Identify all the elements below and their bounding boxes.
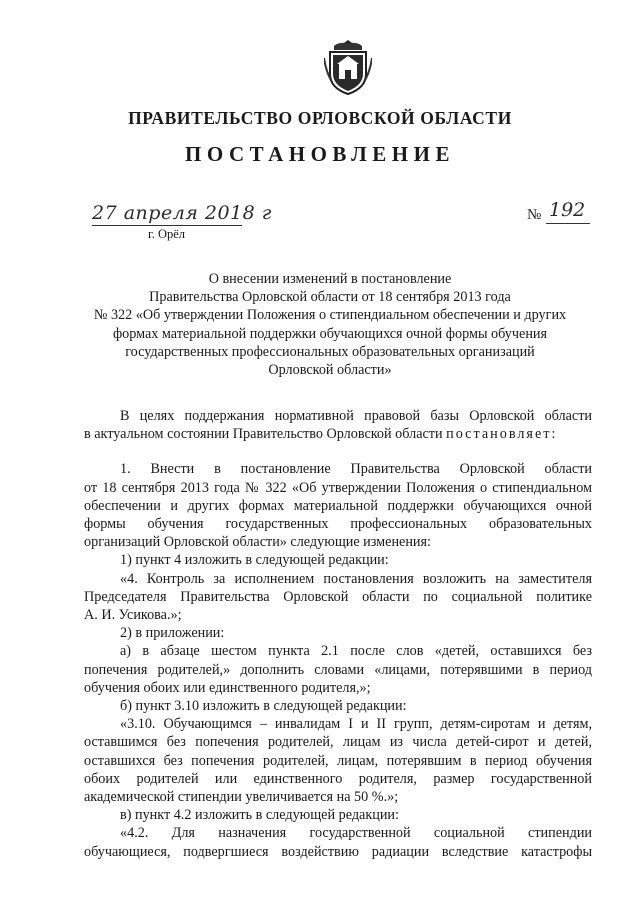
quote-line: А. И. Усикова.»; (84, 607, 182, 624)
spaced-resolves-word: постановляет (446, 426, 552, 443)
subject-line: № 322 «Об утверждении Положения о стипендиальном обеспечении и других (93, 307, 567, 324)
quote-line: «3.10. Обучающимся – инвалидам I и II групп, детям-сиротам и детям, (120, 716, 592, 733)
preamble-colon: : (551, 426, 556, 443)
handwritten-date: 27 апреля 2018 г (92, 202, 272, 224)
handwritten-number: 192 (549, 199, 586, 221)
clause-line: а) в абзаце шестом пункта 2.1 после слов «детей, оставшихся без (120, 643, 592, 660)
organization-title: ПРАВИТЕЛЬСТВО ОРЛОВСКОЙ ОБЛАСТИ (128, 108, 512, 128)
quote-line: обоих родителей или единственного родителя, размер государственной (84, 770, 592, 787)
preamble-text: в актуальном состоянии Правительство Орловской области (84, 426, 447, 443)
subject-line: Орловской области» (268, 362, 392, 379)
coat-of-arms-emblem (324, 38, 372, 96)
document-body (84, 407, 592, 861)
quote-line: оставшимся без попечения родителей, лицам из числа детей-сирот и детей, (84, 734, 592, 751)
quote-line: обучающиеся, подвергшиеся воздействию радиации вследствие катастрофы (84, 843, 592, 860)
date-underline (92, 225, 242, 226)
paragraph-gap (84, 443, 592, 460)
subject-line: формах материальной поддержки обучающихся очной формы обучения (112, 325, 548, 342)
preamble-line (84, 425, 592, 443)
subject-line: государственных профессиональных образовательных организаций (125, 343, 535, 360)
preamble-line: В целях поддержания нормативной правовой базы Орловской области (120, 408, 592, 424)
item1-line: организаций Орловской области» следующие изменения: (84, 534, 431, 551)
city-label: г. Орёл (148, 227, 186, 241)
quote-line: академической стипендии увеличивается на 50 %.»; (84, 789, 399, 806)
quote-line: «4.2. Для назначения государственной социальной стипендии (120, 825, 592, 842)
subject-line: Правительства Орловской области от 18 сентября 2013 года (149, 289, 511, 306)
subitem-line: 1) пункт 4 изложить в следующей редакции: (120, 552, 389, 569)
document-subject (70, 270, 590, 379)
quote-line: Председателя Правительства Орловской области по социальной политике (84, 588, 592, 605)
quote-line: «4. Контроль за исполнением постановления возложить на заместителя (120, 570, 592, 587)
number-underline (546, 223, 590, 224)
item1-line: обеспечении и других формах материальной поддержки обучающихся очной (84, 497, 592, 514)
item1-line: формы обучения государственных профессиональных образовательных (84, 516, 592, 533)
clause-line: в) пункт 4.2 изложить в следующей редакции: (120, 807, 399, 824)
quote-line: оставшихся без попечения родителей, лицам, потерявшим в период обучения (84, 752, 592, 769)
clause-line: б) пункт 3.10 изложить в следующей редакции: (120, 698, 407, 715)
item1-line: от 18 сентября 2013 года № 322 «Об утверждении Положения о стипендиальном (84, 479, 592, 496)
subitem-line: 2) в приложении: (120, 625, 225, 642)
item1-line: 1. Внести в постановление Правительства Орловской области (120, 461, 592, 478)
clause-line: обучения обоих или единственного родителя,»; (84, 679, 371, 696)
clause-line: попечения родителей,» дополнить словами «лицами, потерявшими в период (84, 661, 592, 678)
subject-line: О внесении изменений в постановление (208, 271, 452, 287)
document-type-heading: ПОСТАНОВЛЕНИЕ (185, 142, 455, 166)
number-sign: № (527, 207, 542, 223)
